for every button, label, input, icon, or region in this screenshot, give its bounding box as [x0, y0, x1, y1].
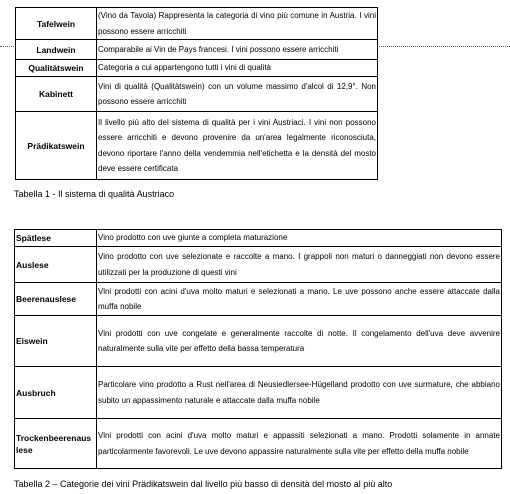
description-cell: Vini prodotti con acini d'uva molto maturi e selezionati a mano. Le uve possono anche essere attaccate dalla muffa nobile	[97, 283, 502, 316]
quality-system-table	[15, 7, 378, 180]
term-cell: Trockenbeerenaus lese	[15, 419, 97, 469]
description-cell: (Vino da Tavola) Rappresenta la categoria di vino più comune in Austria. I vini possono essere arricchiti	[97, 8, 378, 40]
table-row	[16, 40, 378, 60]
description-cell: Vino prodotto con uve selezionate e raccolte a mano. I grappoli non maturi o danneggiati non devono essere utilizzati per la produzione di questi vini	[97, 247, 502, 283]
term-cell: Tafelwein	[16, 8, 97, 40]
table-row	[15, 419, 502, 469]
table-row	[16, 60, 378, 77]
table-row	[15, 230, 502, 247]
term-cell: Auslese	[15, 247, 97, 283]
term-cell: Kabinett	[16, 77, 97, 112]
description-cell: Il livello più alto del sistema di qualità per i vini Austriaci. I vini non possono essere arricchiti e devono provenire da un'area legalmente riconosciuta, devono riportare l'anno della vendemmia nell'etichetta e la densità del mosto deve essere certificata	[97, 112, 378, 180]
description-cell: Vini prodotti con uve congelate e generalmente raccolte di notte. Il congelamento dell'uva deve avvenire naturalmente sulla vite per effetto della bassa temperatura	[97, 316, 502, 367]
description-cell: Vini prodotti con acini d'uva molto maturi e appassiti selezionati a mano. Prodotti solamente in annate particolarmente favorevoli. Le uve devono appassire naturalmente sulla vite per effetto della muffa nobile	[97, 419, 502, 469]
table-row	[16, 112, 378, 180]
description-cell: Comparabile ai Vin de Pays francesi. I vini possono essere arricchiti	[97, 40, 378, 60]
term-cell: Spätlese	[15, 230, 97, 247]
table-row	[15, 283, 502, 316]
table-caption: Tabella 1 - Il sistema di qualità Austriaco	[14, 189, 175, 199]
term-cell: Eiswein	[15, 316, 97, 367]
predicate-categories-table	[14, 229, 502, 469]
description-cell: Categoria a cui appartengono tutti i vini di qualità	[97, 60, 378, 77]
table-row	[15, 316, 502, 367]
term-cell: Qualitätswein	[16, 60, 97, 77]
description-cell: Particolare vino prodotto a Rust nell'area di Neusiedlersee-Hügelland prodotto con uve surmature, che abbiano subito un appassimento naturale e attaccate dalla muffa nobile	[97, 367, 502, 419]
term-cell: Prädikatswein	[16, 112, 97, 180]
table-row	[15, 367, 502, 419]
table-row	[15, 247, 502, 283]
term-cell: Beerenauslese	[15, 283, 97, 316]
table-row	[16, 8, 378, 40]
term-cell: Ausbruch	[15, 367, 97, 419]
table-row	[16, 77, 378, 112]
term-cell: Landwein	[16, 40, 97, 60]
description-cell: Vino prodotto con uve giunte a completa maturazione	[97, 230, 502, 247]
description-cell: Vini di qualità (Qualitätswein) con un volume massimo d'alcol di 12,9°. Non possono essere arricchiti	[97, 77, 378, 112]
table-caption: Tabella 2 – Categorie dei vini Prädikatswein dal livello più basso di densità del mosto al più alto	[14, 479, 393, 489]
